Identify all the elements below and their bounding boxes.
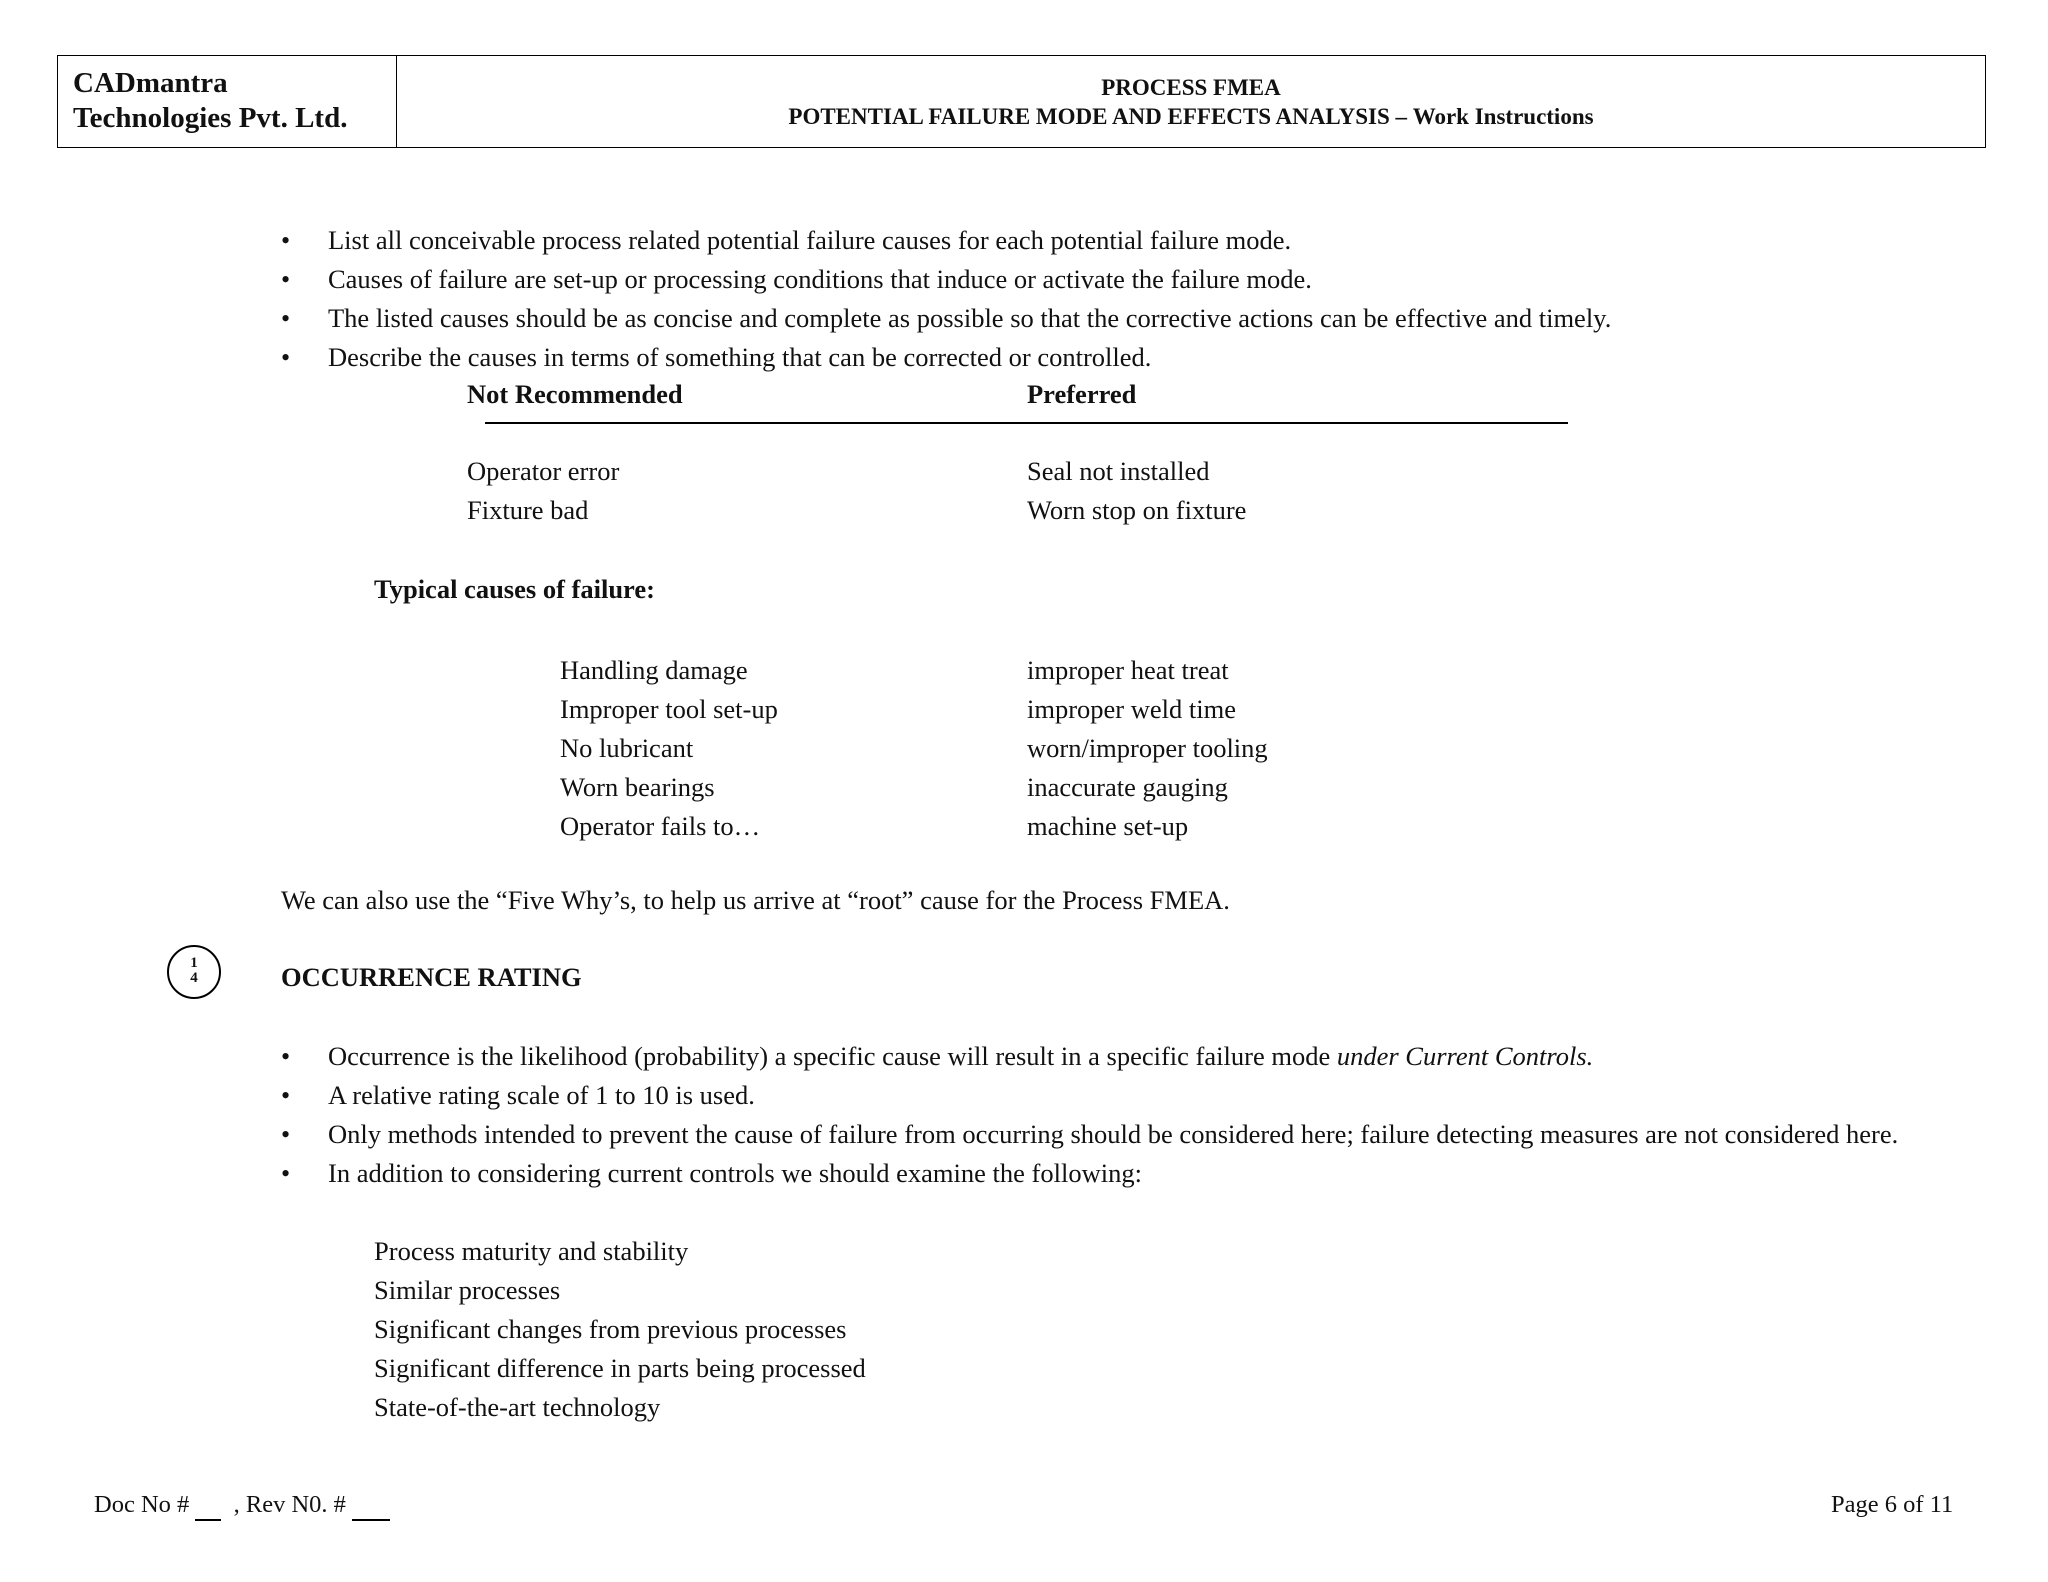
list-item: • In addition to considering current controls we should examine the following: (281, 1154, 2028, 1193)
company-name-cell (58, 56, 397, 147)
five-whys-paragraph: We can also use the “Five Why’s, to help us arrive at “root” cause for the Process FMEA. (281, 885, 1230, 915)
list-item: inaccurate gauging (1027, 772, 1228, 802)
list-item: State-of-the-art technology (374, 1392, 661, 1422)
document-title-cell (397, 56, 1985, 147)
step-number-marker (167, 945, 221, 999)
typical-causes-heading: Typical causes of failure: (374, 574, 655, 604)
not-recommended-header: Not Recommended (467, 379, 683, 409)
document-title-line1: PROCESS FMEA (1101, 74, 1281, 100)
considerations-list (374, 1232, 866, 1427)
list-item: Worn bearings (560, 772, 715, 802)
list-item: Similar processes (374, 1275, 561, 1305)
rev-label: , Rev N0. # (233, 1491, 346, 1518)
company-name-line2: Technologies Pvt. Ltd. (73, 102, 348, 134)
company-name-line1: CADmantra (73, 67, 228, 99)
comparison-cell: Fixture bad (467, 495, 589, 525)
typical-causes-col1 (560, 651, 778, 846)
doc-no-blank (195, 1491, 221, 1521)
list-item: No lubricant (560, 733, 694, 763)
document-title-suffix: Work Instructions (1412, 103, 1594, 129)
list-item: Significant changes from previous processes (374, 1314, 847, 1344)
list-item: • List all conceivable process related potential failure causes for each potential failure mode. (281, 221, 1611, 260)
document-title-main: POTENTIAL FAILURE MODE AND EFFECTS ANALYSIS (788, 103, 1390, 129)
list-item: improper weld time (1027, 694, 1236, 724)
preferred-header: Preferred (1027, 379, 1137, 409)
causes-bullet-list (281, 221, 1611, 377)
typical-causes-col2 (1027, 651, 1268, 846)
list-item: worn/improper tooling (1027, 733, 1268, 763)
occurrence-bullet1-text: Occurrence is the likelihood (probability) a specific cause will result in a specific failure mode (328, 1041, 1337, 1071)
list-item: Operator fails to… (560, 811, 761, 841)
list-item: improper heat treat (1027, 655, 1229, 685)
document-title-line2 (788, 102, 1593, 131)
comparison-cell: Seal not installed (1027, 456, 1210, 486)
list-item: Handling damage (560, 655, 748, 685)
rev-no-blank (352, 1491, 390, 1521)
comparison-cell: Worn stop on fixture (1027, 495, 1247, 525)
list-item: Process maturity and stability (374, 1236, 689, 1266)
table-header-rule (485, 422, 1568, 424)
list-item: • The listed causes should be as concise and complete as possible so that the corrective actions can be effective and timely. (281, 299, 1611, 338)
doc-no-label: Doc No # (94, 1491, 190, 1518)
page-number: Page 6 of 11 (1831, 1491, 1954, 1518)
list-item: • Causes of failure are set-up or processing conditions that induce or activate the failure mode. (281, 260, 1611, 299)
marker-line2: 4 (190, 970, 198, 986)
comparison-cell: Operator error (467, 456, 620, 486)
document-header (57, 55, 1986, 148)
list-item: Improper tool set-up (560, 694, 778, 724)
marker-line1: 1 (190, 955, 198, 971)
occurrence-bullet-list (281, 1037, 2028, 1193)
list-item (281, 1037, 2028, 1076)
list-item: Significant difference in parts being processed (374, 1353, 866, 1383)
document-title-dash: – (1389, 103, 1413, 129)
occurrence-heading: OCCURRENCE RATING (281, 962, 582, 992)
list-item: • Only methods intended to prevent the cause of failure from occurring should be considered here; failure detecting measures are not considered here. (281, 1115, 2028, 1154)
list-item: • Describe the causes in terms of something that can be corrected or controlled. (281, 338, 1611, 377)
doc-revision-footer (94, 1491, 390, 1521)
list-item: • A relative rating scale of 1 to 10 is used. (281, 1076, 2028, 1115)
occurrence-bullet1-italic: under Current Controls. (1336, 1041, 1594, 1071)
list-item: machine set-up (1027, 811, 1189, 841)
